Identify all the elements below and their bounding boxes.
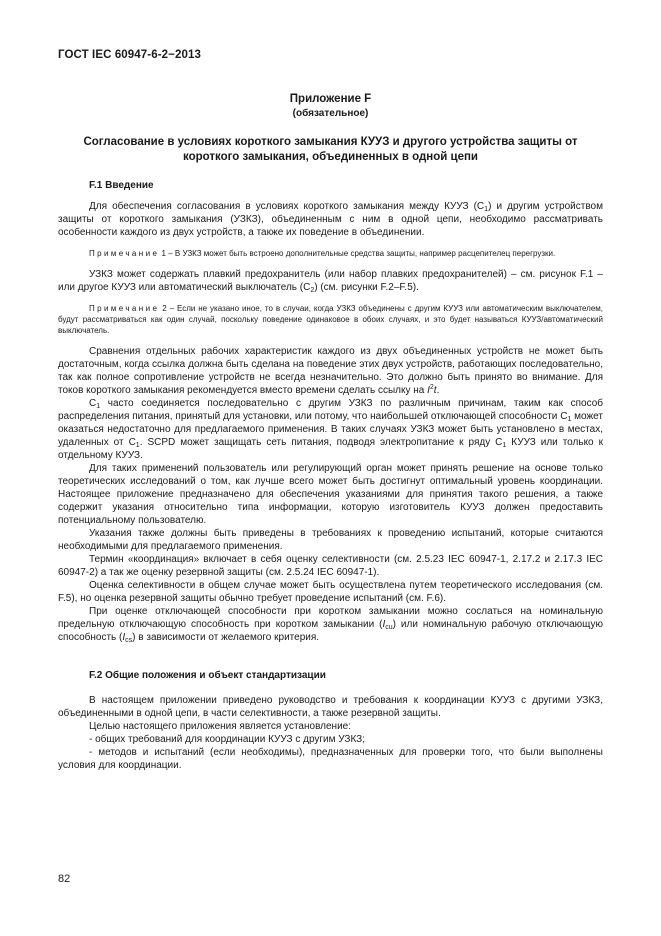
paragraph: Оценка селективности в общем случае может быть осуществлена путем теоретического исследования (см. F.5), но оценка резервной защиты обычно требует проведение испытаний (см. F.6). bbox=[58, 580, 603, 604]
title-line-2: короткого замыкания, объединенных в одной цепи bbox=[183, 151, 478, 163]
paragraph: $C_1$ часто соединяется последовательно с другим УЗКЗ по различным причинам, таким как способ распределения питания, принятый для установки, или потому, что наибольшей отключающей способности $C_1$ может оказаться недостаточно для предлагаемого применения. В таких случаях УЗКЗ может быть установлено в местах, удаленных от $C_1$. SCPD может защищать сеть питания, подводя электропитание к ряду $C_1$ КУУЗ или только к отдельному КУУЗ. bbox=[58, 398, 603, 461]
page-number: 82 bbox=[58, 873, 71, 885]
paragraph: Для обеспечения согласования в условиях короткого замыкания между КУУЗ $(C_1)$ и другим устройством защиты от короткого замыкания (УЗКЗ), объединенным с ним в одной цепи, необходимо рассматривать особенности каждого из двух устройств, а также их поведение в объединении. bbox=[58, 201, 603, 238]
annex-status: (обязательное) bbox=[292, 108, 369, 119]
list-item: - общих требований для координации КУУЗ с другим УЗКЗ; bbox=[89, 734, 365, 745]
paragraph: Сравнения отдельных рабочих характеристик каждого из двух объединенных устройств не может быть достаточным, когда ссылка должна быть сделана на поведение этих двух устройств, работающих последовательно, так как полное сопротивление устройств не всегда незначительно. Это должно быть принято во внимание. Для токов короткого замыкания рекомендуется вместо времени сделать ссылку на $I^2t$. bbox=[58, 346, 603, 396]
paragraph: Указания также должны быть приведены в требованиях к проведению испытаний, которые считаются необходимыми для предлагаемого применения. bbox=[58, 528, 603, 552]
note: Примечание 1 – В УЗКЗ может быть встроено дополнительные средства защиты, например расцепителец перегрузки. bbox=[89, 249, 556, 258]
list-item: - методов и испытаний (если необходимы), предназначенных для проверки того, что были выполнены условия для координации. bbox=[58, 747, 603, 771]
paragraph: В настоящем приложении приведено руководство и требования к координации КУУЗ с другими УЗКЗ, объединенными в одной цепи, в части селективности, а также резервной защиты. bbox=[58, 695, 603, 719]
annex-title: Приложение F bbox=[289, 93, 372, 105]
section-heading-f2: F.2 Общие положения и объект стандартизации bbox=[89, 670, 326, 681]
note: Примечание 2 – Если не указано иное, то в случаи, когда УЗКЗ объединены с другим КУУЗ или автоматическим выключателем, будут рассматриваться как один случай, поскольку поведение одинаковое в обоих случаях, и это будет называться КУУЗ/автоматический выключатель. bbox=[58, 304, 603, 335]
annex-main-title bbox=[58, 135, 603, 165]
section-heading-f1: F.1 Введение bbox=[89, 180, 154, 191]
paragraph: Целью настоящего приложения является установление: bbox=[89, 721, 352, 732]
section-f2-body bbox=[58, 694, 603, 772]
standard-header: ГОСТ IEC 60947-6-2−2013 bbox=[58, 49, 201, 61]
paragraph: Термин «координация» включает в себя оценку селективности (см. 2.5.23 IEC 60947-1, 2.17.2 и 2.17.3 IEC 60947-2) а так же оценку резервной защиты (см. 2.5.24 IEC 60947-1). bbox=[58, 554, 603, 578]
paragraph: Для таких применений пользователь или регулирующий орган может принять решение на основе только теоретических исследований о том, как лучше всего может быть достигнут оптимальный уровень координации. Настоящее приложение предназначено для обеспечения указаниями для принятия такого решения, а также содержит указания относительно типа информации, которую изготовитель КУУЗ должен предоставить потенциальному пользователю. bbox=[58, 463, 603, 526]
title-line-1: Согласование в условиях короткого замыкания КУУЗ и другого устройства защиты от bbox=[83, 136, 578, 148]
section-f1-body bbox=[58, 200, 603, 644]
paragraph: При оценке отключающей способности при коротком замыкании можно сослаться на номинальную предельную отключающую способность при коротком замыкании $(I_{cu})$ или номинальную рабочую отключающую способность $(I_{cs})$ в зависимости от желаемого критерия. bbox=[58, 606, 604, 644]
paragraph: УЗКЗ может содержать плавкий предохранитель (или набор плавких предохранителей) – см. рисунок F.1 – или другое КУУЗ или автоматический выключатель $(C_2)$ (см. рисунки F.2–F.5). bbox=[58, 269, 603, 294]
